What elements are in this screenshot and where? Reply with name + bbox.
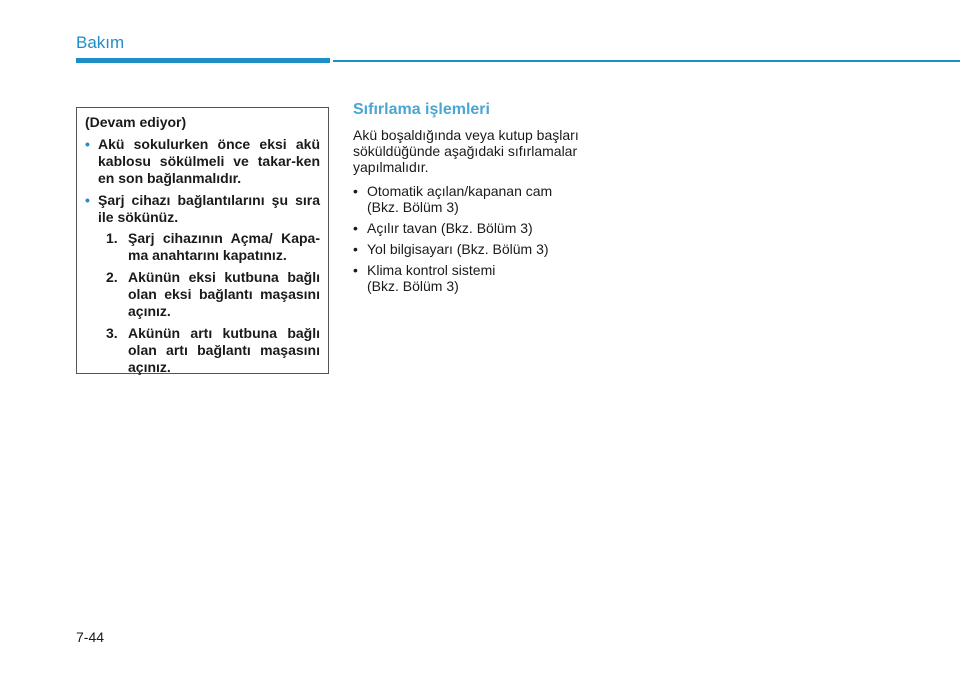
- reset-item: [353, 183, 608, 215]
- reset-item-label: Otomatik açılan/kapanan cam: [367, 183, 553, 199]
- reset-item: [353, 241, 608, 257]
- reset-section-intro: Akü boşaldığında veya kutup başları söküldüğünde aşağıdaki sıfırlamalar yapılmalıdır.: [353, 127, 579, 175]
- reset-section: [353, 102, 608, 299]
- reset-item-ref: (Bkz. Bölüm 3): [367, 199, 459, 215]
- note-bullet-list: [85, 136, 320, 376]
- note-step-list: [98, 230, 320, 376]
- step-number: 3.: [106, 325, 118, 341]
- note-bullet: [85, 192, 320, 376]
- bullet-dot-icon: •: [353, 220, 358, 236]
- reset-section-title: Sıfırlama işlemleri: [353, 101, 490, 118]
- reset-item: [353, 262, 608, 294]
- reset-item-label: Klima kontrol sistemi: [367, 262, 496, 278]
- reset-item-ref: (Bkz. Bölüm 3): [367, 278, 459, 294]
- note-box: [76, 107, 329, 374]
- header-rule-thick: [76, 58, 330, 63]
- header-rule-thin: [333, 60, 960, 62]
- section-title: Bakım: [76, 33, 125, 52]
- note-step: [106, 269, 320, 320]
- reset-item: [353, 220, 608, 236]
- reset-item-label: Yol bilgisayarı (Bkz. Bölüm 3): [367, 241, 549, 257]
- bullet-dot-icon: •: [85, 136, 90, 152]
- note-bullet-text: Akü sokulurken önce eksi akü kablosu sökülmeli ve takar-ken en son bağlanmalıdır.: [98, 136, 320, 186]
- note-step: [106, 230, 320, 264]
- page-number: 7-44: [76, 629, 105, 645]
- bullet-dot-icon: •: [353, 241, 358, 257]
- note-bullet: [85, 136, 320, 187]
- reset-item-label: Açılır tavan (Bkz. Bölüm 3): [367, 220, 533, 236]
- note-step: [106, 325, 320, 376]
- step-number: 2.: [106, 269, 118, 285]
- bullet-dot-icon: •: [85, 192, 90, 208]
- bullet-dot-icon: •: [353, 183, 358, 199]
- step-text: Akünün artı kutbuna bağlı olan artı bağlantı maşasını açınız.: [128, 325, 320, 375]
- step-number: 1.: [106, 230, 118, 246]
- note-bullet-text: Şarj cihazı bağlantılarını şu sıra ile sökünüz.: [98, 192, 320, 225]
- reset-item-list: [353, 183, 608, 294]
- step-text: Akünün eksi kutbuna bağlı olan eksi bağlantı maşasını açınız.: [128, 269, 320, 319]
- note-heading: (Devam ediyor): [85, 114, 187, 130]
- step-text: Şarj cihazının Açma/ Kapa-ma anahtarını kapatınız.: [128, 230, 320, 263]
- bullet-dot-icon: •: [353, 262, 358, 278]
